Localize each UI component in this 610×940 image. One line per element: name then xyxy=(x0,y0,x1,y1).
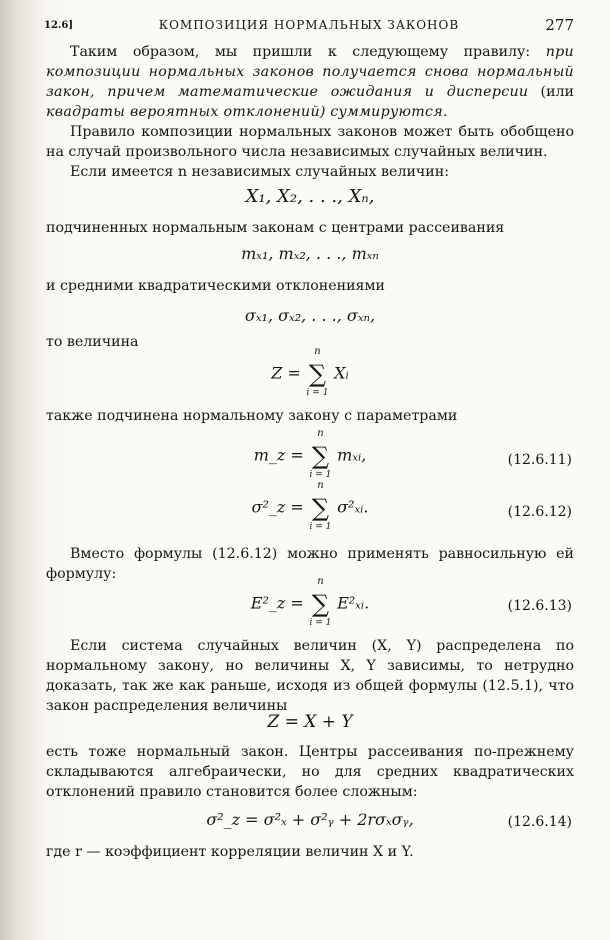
paragraph-n-variables: Если имеется n независимых случайных величин: xyxy=(70,164,449,180)
rule-italic-3: суммируются. xyxy=(330,104,448,120)
page-number: 277 xyxy=(545,16,574,34)
sum-sign: ∑ n i = 1 xyxy=(309,576,332,628)
section-number: 12.6] xyxy=(44,20,74,31)
formula-mz xyxy=(46,428,574,480)
running-title: КОМПОЗИЦИЯ НОРМАЛЬНЫХ ЗАКОНОВ xyxy=(158,18,460,32)
sum-sign: ∑ n i = 1 xyxy=(306,346,329,398)
formula-ez xyxy=(46,576,574,628)
formula-z-x-plus-y: Z = X + Y xyxy=(267,712,353,732)
z-lhs: Z = xyxy=(271,363,301,383)
equation-number-12: (12.6.12) xyxy=(507,504,572,520)
formula-x-list: X₁, X₂, . . ., Xₙ, xyxy=(245,186,375,207)
equation-number-14: (12.6.14) xyxy=(507,814,572,830)
equation-number-11: (12.6.11) xyxy=(507,452,572,468)
rule-italic-2: квадраты вероятных отклонений) xyxy=(46,104,326,120)
rule-normal-2: (или xyxy=(540,84,574,100)
paragraph-correlation-coefficient: где r — коэффициент корреляции величин X и Y. xyxy=(46,844,414,860)
sum-lower: i = 1 xyxy=(309,618,332,628)
sum-upper: n xyxy=(314,346,321,357)
mz-lhs: m_z = xyxy=(253,445,304,465)
formula-correlation: σ²_z = σ²ₓ + σ²ᵧ + 2rσₓσᵧ, xyxy=(206,810,414,829)
sum-sign: ∑ n i = 1 xyxy=(309,428,332,480)
equation-number-13: (12.6.13) xyxy=(507,598,572,614)
paragraph-generalization: Правило композиции нормальных законов может быть обобщено на случай произвольного числа независимых случайных величин. xyxy=(46,124,574,160)
formula-sigma-list: σₓ₁, σₓ₂, . . ., σₓₙ, xyxy=(244,306,376,325)
paragraph-rule xyxy=(46,42,574,122)
sum-lower: i = 1 xyxy=(309,470,332,480)
sum-upper: n xyxy=(317,480,324,491)
sum-sign: ∑ n i = 1 xyxy=(309,480,332,532)
sum-lower: i = 1 xyxy=(309,522,332,532)
sum-upper: n xyxy=(317,576,324,587)
rule-italic-1: при композиции нормальных законов получается снова нормальный закон, причем математические ожидания и дисперсии xyxy=(46,44,574,100)
paragraph-centers: подчиненных нормальным законам с центрами рассеивания xyxy=(46,220,505,236)
formula-sigma-z xyxy=(46,480,574,532)
paragraph-quantity: то величина xyxy=(46,334,139,350)
paragraph-deviations: и средними квадратическими отклонениями xyxy=(46,278,385,294)
sum-lower: i = 1 xyxy=(306,388,329,398)
mz-rhs: mₓᵢ, xyxy=(337,445,367,465)
paragraph-complex-rule: есть тоже нормальный закон. Центры рассеивания по-прежнему складываются алгебраически, но для средних квадратических отклонений правило становится более сложным: xyxy=(46,744,574,800)
rule-intro: Таким образом, мы пришли к следующему правилу: xyxy=(70,44,531,60)
sz-rhs: σ²ₓᵢ. xyxy=(337,497,369,517)
z-rhs: Xᵢ xyxy=(334,363,349,383)
formula-m-list: mₓ₁, mₓ₂, . . ., mₓₙ xyxy=(241,244,379,263)
formula-z-sum xyxy=(46,346,574,398)
paragraph-dependent-case: Если система случайных величин (X, Y) распределена по нормальному закону, но величины X, Y зависимы, то нетрудно доказать, так же как раньше, исходя из общей формулы (12.5.1), что закон распределения величины xyxy=(46,638,574,714)
paragraph-parameters: также подчинена нормальному закону с параметрами xyxy=(46,408,458,424)
ez-lhs: E²_z = xyxy=(250,593,304,613)
sz-lhs: σ²_z = xyxy=(251,497,304,517)
sum-upper: n xyxy=(317,428,324,439)
paragraph-alternative-formula: Вместо формулы (12.6.12) можно применять равносильную ей формулу: xyxy=(46,546,574,582)
page-header xyxy=(44,14,574,38)
ez-rhs: E²ₓᵢ. xyxy=(337,593,370,613)
